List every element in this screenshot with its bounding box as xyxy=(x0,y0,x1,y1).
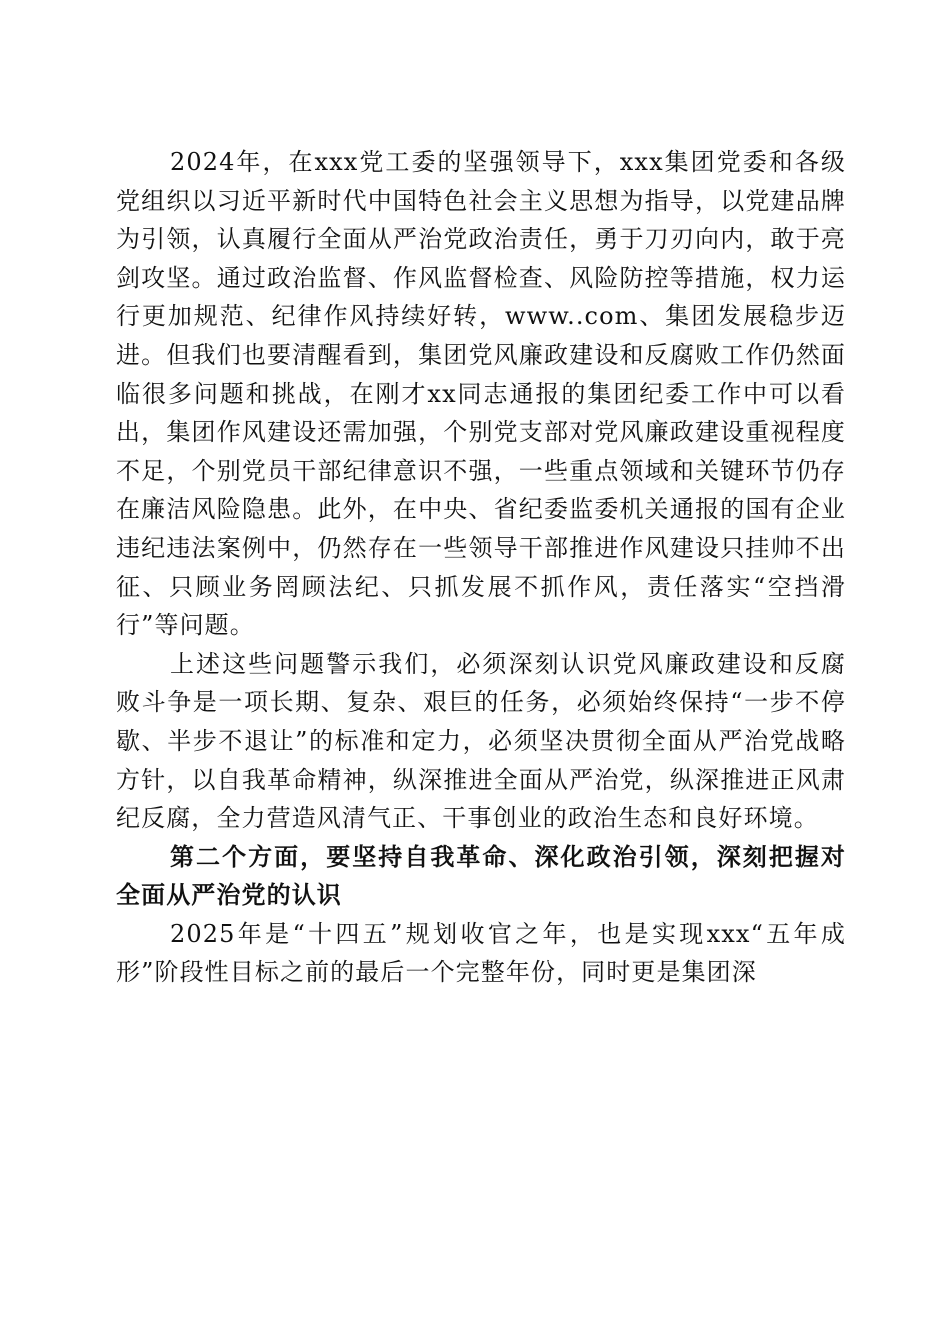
paragraph-situation-review: 2024年，在xxx党工委的坚强领导下，xxx集团党委和各级党组织以习近平新时代中国特色社会主义思想为指导，以党建品牌为引领，认真履行全面从严治党政治责任，勇于刀刃向内，敢于亮剑攻坚。通过政治监督、作风监督检查、风险防控等措施，权力运行更加规范、纪律作风持续好转，www..com、集团发展稳步迈进。但我们也要清醒看到，集团党风廉政建设和反腐败工作仍然面临很多问题和挑战，在刚才xx同志通报的集团纪委工作中可以看出，集团作风建设还需加强，个别党支部对党风廉政建设重视程度不足，个别党员干部纪律意识不强，一些重点领域和关键环节仍存在廉洁风险隐患。此外，在中央、省纪委监委机关通报的国有企业违纪违法案例中，仍然存在一些领导干部推进作风建设只挂帅不出征、只顾业务罔顾法纪、只抓发展不抓作风，责任落实“空挡滑行”等问题。 xyxy=(116,148,846,640)
paragraph-warning: 上述这些问题警示我们，必须深刻认识党风廉政建设和反腐败斗争是一项长期、复杂、艰巨的任务，必须始终保持“一步不停歇、半步不退让”的标准和定力，必须坚决贯彻全面从严治党战略方针，以自我革命精神，纵深推进全面从严治党，纵深推进正风肃纪反腐，全力营造风清气正、干事创业的政治生态和良好环境。 xyxy=(116,649,846,833)
paragraph-2025-outlook: 2025年是“十四五”规划收官之年，也是实现xxx“五年成形”阶段性目标之前的最后一个完整年份，同时更是集团深 xyxy=(116,919,846,987)
section-heading-second-aspect: 第二个方面，要坚持自我革命、深化政治引领，深刻把握对全面从严治党的认识 xyxy=(116,841,846,910)
document-body xyxy=(116,143,846,992)
